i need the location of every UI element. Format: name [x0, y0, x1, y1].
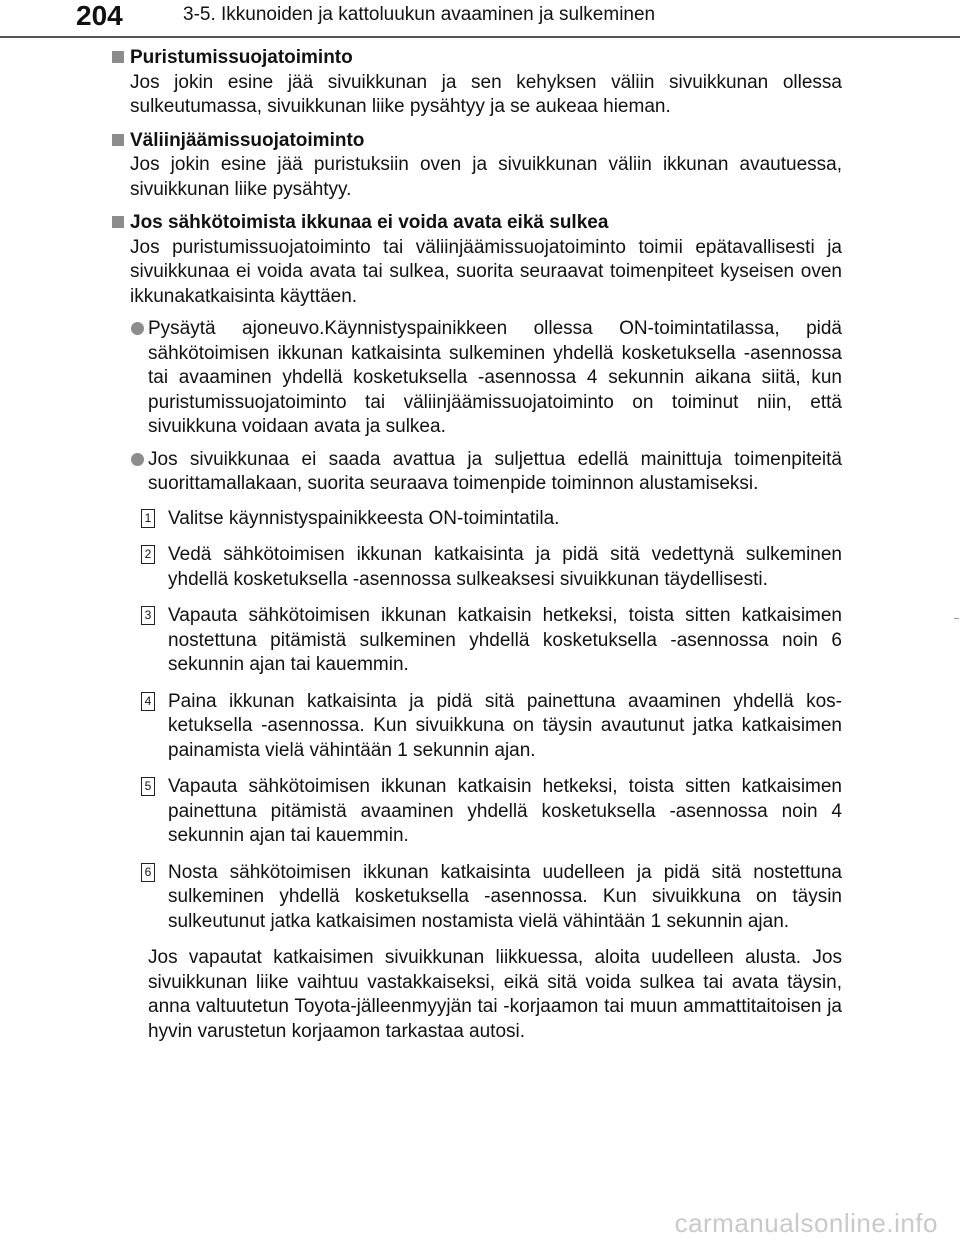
- step-item: 2 Vedä sähkötoimisen ikkunan katkaisinta ja pidä sitä vedettynä sulkeminen yhdellä kosketuksella -asennossa sulkeaksesi sivuikkunan täydellisesti.: [112, 543, 842, 592]
- step-number-badge: 4: [141, 692, 155, 711]
- page-number: 204: [76, 0, 123, 31]
- page-header: [0, 0, 960, 40]
- step-list: [112, 507, 842, 935]
- bullet-item: Pysäytä ajoneuvo.Käynnistyspainikkeen ollessa ON-toimintatilassa, pidä sähkötoimisen ikkunan katkaisinta sulkeminen yhdellä kosketuksella -asennossa tai avaaminen yhdellä kosketuksella -asennossa 4 sekunnin aikana siitä, kun puristumissuojatoiminto tai väliinjäämissuojatoiminto on toiminut niin, että sivuikkuna voidaan avata ja sulkea.: [112, 317, 842, 440]
- step-item: 3 Vapauta sähkötoimisen ikkunan katkaisin hetkeksi, toista sitten katkaisimen nostettuna pitämistä sulkeminen yhdellä kosketuksella -asennossa noin 6 sekunnin ajan tai kauemmin.: [112, 604, 842, 678]
- circle-bullet-icon: [131, 322, 144, 335]
- section-text: Jos puristumissuojatoiminto tai väliinjäämissuojatoiminto toimii epätavallisesti ja sivuikkunaa ei voida avata tai sulkea, suorita seuraavat toimenpiteet kyseisen oven ikkunakatkaisinta käyttäen.: [130, 236, 842, 307]
- section-text: Jos jokin esine jää sivuikkunan ja sen kehyksen väliin sivuikkunan ollessa sulkeutumassa, sivuikkunan liike pysähtyy ja se aukeaa hieman.: [130, 71, 842, 117]
- page-edge-mark: [954, 618, 959, 619]
- step-item: 4 Paina ikkunan katkaisinta ja pidä sitä painettuna avaaminen yhdellä kosketuksella -asennossa. Kun sivuikkuna on täysin avautunut jatka katkaisimen painamista vielä vähintään 1 sekunnin ajan.: [112, 690, 842, 764]
- square-bullet-icon: [112, 216, 124, 228]
- step-number-badge: 6: [141, 863, 155, 882]
- page-content: [112, 46, 842, 1053]
- square-bullet-icon: [112, 51, 124, 63]
- step-item: 1 Valitse käynnistyspainikkeesta ON-toimintatila.: [112, 507, 842, 532]
- section-title: Jos sähkötoimista ikkunaa ei voida avata eikä sulkea: [112, 211, 842, 236]
- square-bullet-icon: [112, 134, 124, 146]
- section-text: Jos jokin esine jää puristuksiin oven ja sivuikkunan väliin ikkunan avautuessa, sivuikkunan liike pysähtyy.: [130, 154, 842, 200]
- step-number-badge: 2: [141, 545, 155, 564]
- section-title: Puristumissuojatoiminto: [112, 46, 842, 71]
- circle-bullet-icon: [131, 453, 144, 466]
- step-item: 5 Vapauta sähkötoimisen ikkunan katkaisin hetkeksi, toista sitten katkaisimen painettuna pitämistä avaaminen yhdellä kosketuksella -asennossa noin 4 sekunnin ajan tai kauemmin.: [112, 775, 842, 849]
- step-number-badge: 1: [141, 509, 155, 528]
- section-window-cannot-operate: [112, 211, 842, 1044]
- step-number-badge: 5: [141, 777, 155, 796]
- watermark: carmanualsonline.info: [674, 1208, 938, 1238]
- section-pinch-protection: [112, 46, 842, 120]
- section-title: Väliinjäämissuojatoiminto: [112, 129, 842, 154]
- step-number-badge: 3: [141, 606, 155, 625]
- bullet-item: Jos sivuikkunaa ei saada avattua ja suljettua edellä mainittuja toimenpiteitä suorittamallakaan, suorita seuraava toimenpide toiminnon alustamiseksi.: [112, 448, 842, 497]
- chapter-title: 3-5. Ikkunoiden ja kattoluukun avaaminen ja sulkeminen: [183, 4, 656, 25]
- section-jam-protection: [112, 129, 842, 203]
- header-rule: [0, 36, 960, 38]
- step-item: 6 Nosta sähkötoimisen ikkunan katkaisinta uudelleen ja pidä sitä nostettuna sulkeminen yhdellä kosketuksella -asennossa. Kun sivuikkuna on täysin sulkeutunut jatka katkaisimen nostamista vielä vähintään 1 sekunnin ajan.: [112, 861, 842, 935]
- closing-note: Jos vapautat katkaisimen sivuikkunan liikkuessa, aloita uudelleen alusta. Jos sivuikkunan liike vaihtuu vastakkaiseksi, eikä sitä voida sulkea tai avata täysin, anna valtuutetun Toyota-jälleenmyyjän tai -korjaamon tai muun ammattitaitoisen ja hyvin varustetun korjaamon tarkastaa autosi.: [148, 947, 842, 1042]
